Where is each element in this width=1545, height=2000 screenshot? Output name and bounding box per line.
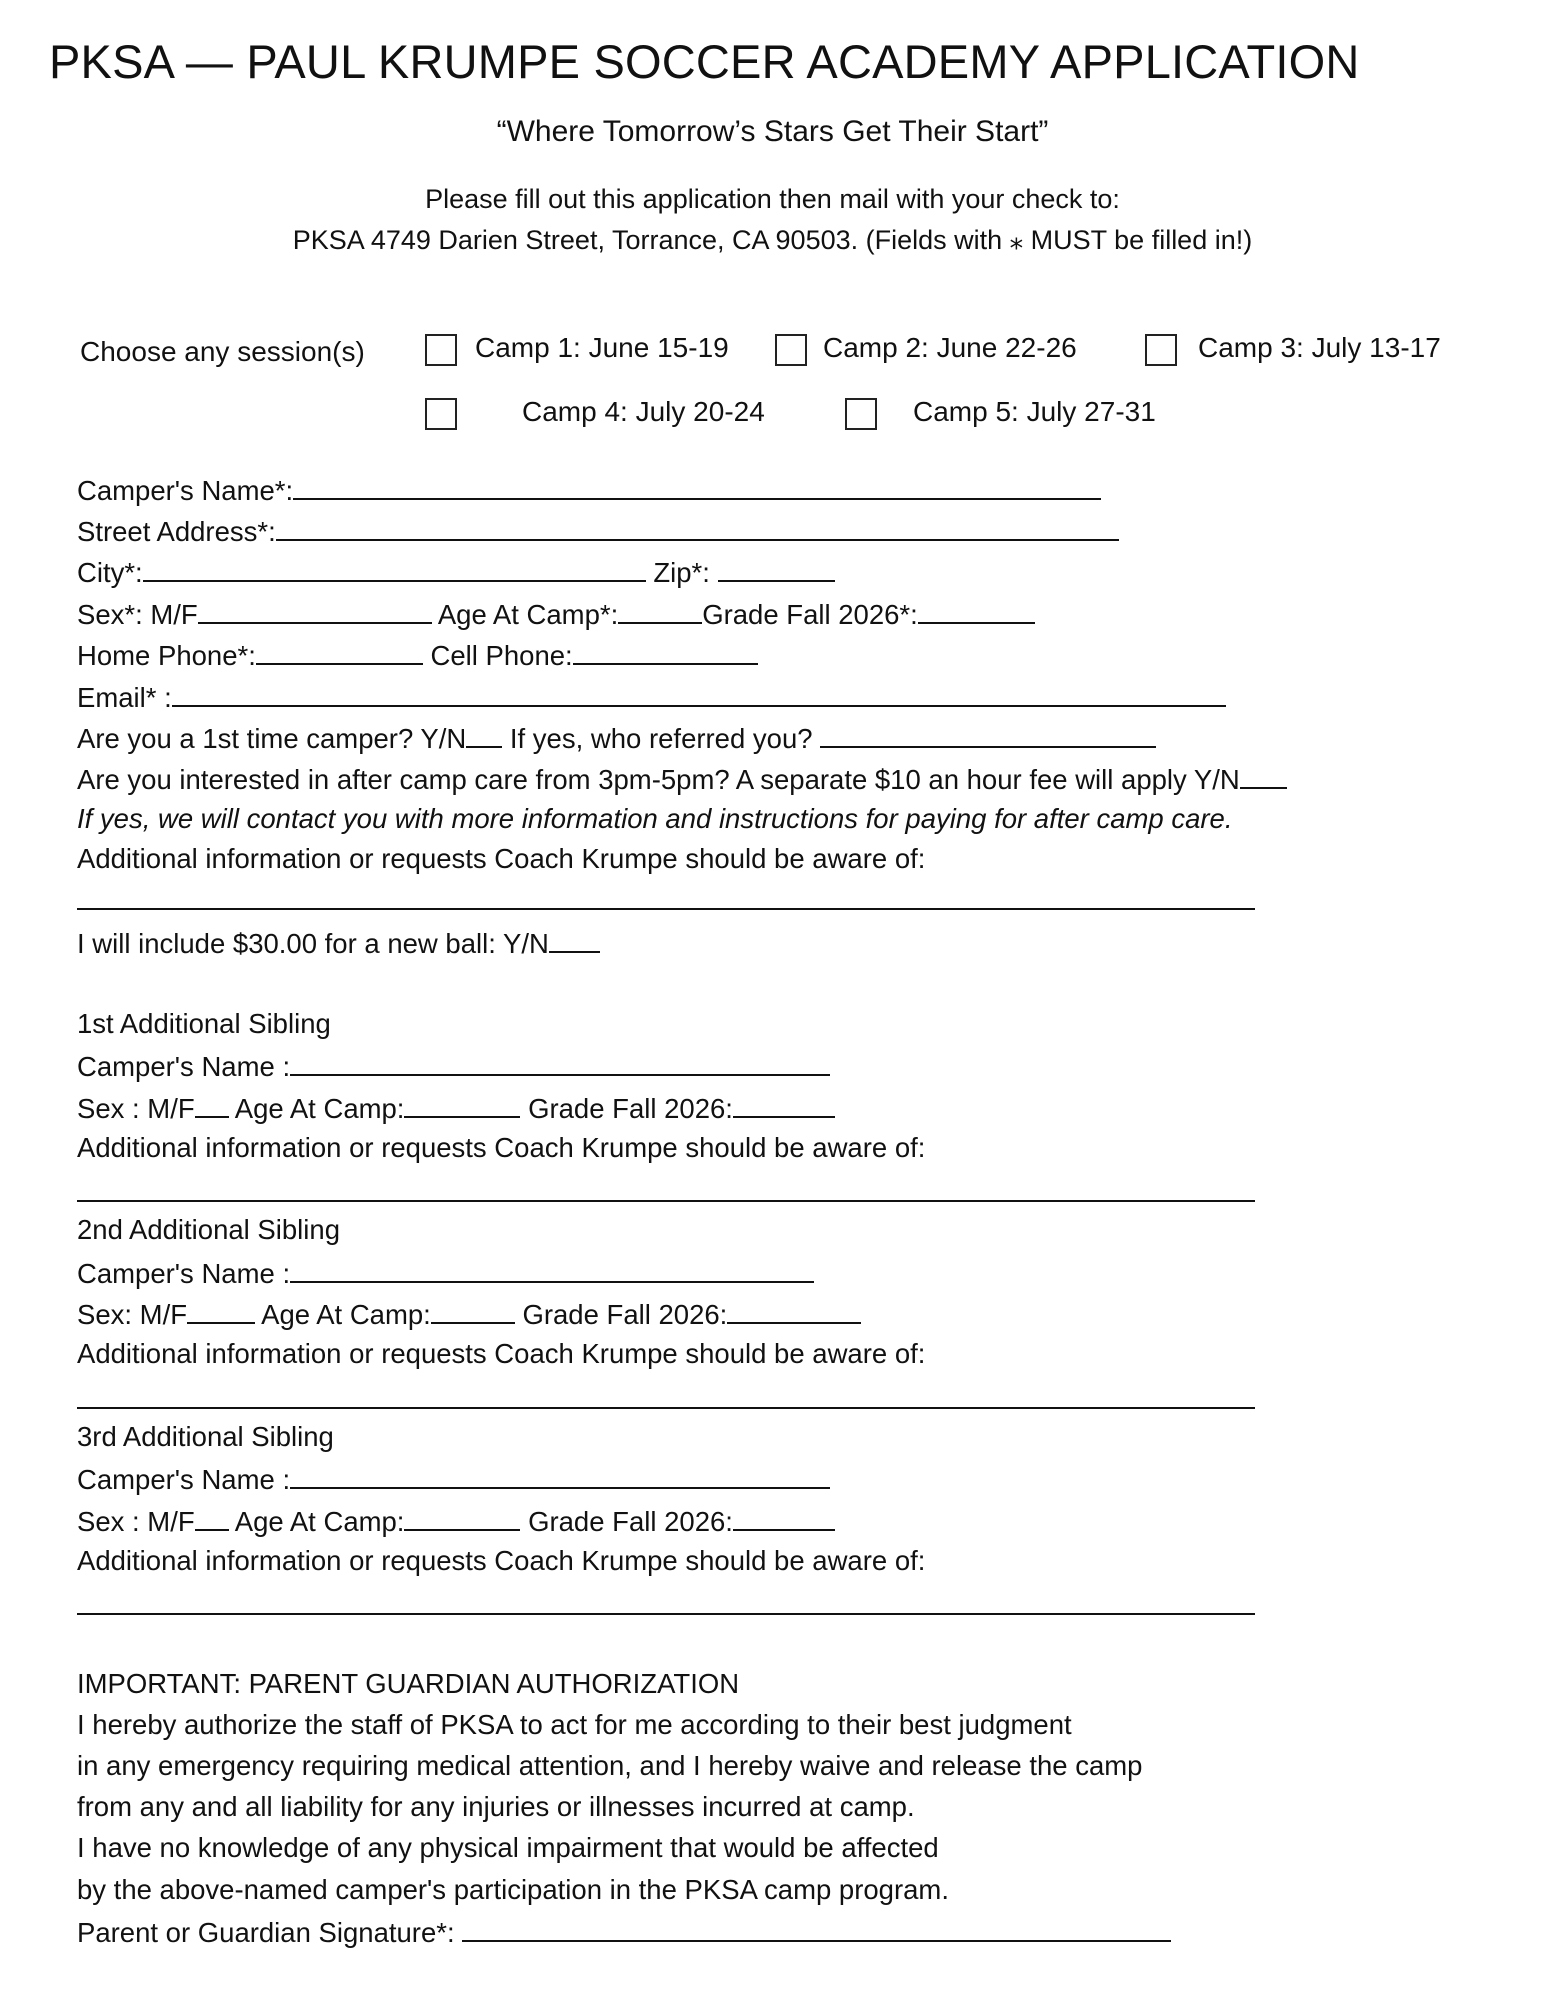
email-label: Email* : bbox=[77, 682, 172, 713]
sibling-3-grade-field[interactable] bbox=[733, 1503, 835, 1531]
sibling-3-details-row bbox=[77, 1503, 835, 1539]
sibling-3-additional-field[interactable] bbox=[77, 1613, 1255, 1615]
ball-label: I will include $30.00 for a new ball: Y/N bbox=[77, 928, 549, 959]
sibling-2-name-field[interactable] bbox=[290, 1255, 814, 1283]
age-field[interactable] bbox=[618, 596, 702, 624]
camp-5-checkbox[interactable] bbox=[845, 398, 877, 430]
sibling-2-additional-field[interactable] bbox=[77, 1407, 1255, 1409]
sibling-2-grade-field[interactable] bbox=[727, 1296, 861, 1324]
sibling-1-name-field[interactable] bbox=[290, 1048, 830, 1076]
sibling-3-name-label: Camper's Name : bbox=[77, 1464, 291, 1495]
ball-row bbox=[77, 925, 600, 961]
camp-3-checkbox[interactable] bbox=[1145, 334, 1177, 366]
camp-1-checkbox[interactable] bbox=[425, 334, 457, 366]
sibling-3-additional-label: Additional information or requests Coach Krumpe should be aware of: bbox=[77, 1545, 926, 1576]
sessions-label: Choose any session(s) bbox=[80, 336, 365, 367]
sibling-1-grade-field[interactable] bbox=[733, 1090, 835, 1118]
sibling-2-age-field[interactable] bbox=[431, 1296, 515, 1324]
sibling-2-age-label: Age At Camp: bbox=[255, 1299, 431, 1330]
sibling-3-name-row bbox=[77, 1461, 830, 1497]
additional-info-label: Additional information or requests Coach Krumpe should be aware of: bbox=[77, 843, 926, 874]
home-phone-field[interactable] bbox=[256, 637, 423, 665]
email-field[interactable] bbox=[172, 679, 1226, 707]
signature-field[interactable] bbox=[462, 1914, 1171, 1942]
after-care-field[interactable] bbox=[1240, 761, 1287, 789]
sibling-2-grade-label: Grade Fall 2026: bbox=[514, 1299, 728, 1330]
camp-2-label: Camp 2: June 22-26 bbox=[823, 332, 1077, 363]
sibling-3-sex-field[interactable] bbox=[195, 1503, 229, 1531]
sibling-1-additional-field[interactable] bbox=[77, 1200, 1255, 1202]
tagline: “Where Tomorrow’s Stars Get Their Start” bbox=[496, 115, 1049, 148]
street-label: Street Address*: bbox=[77, 516, 276, 547]
city-field[interactable] bbox=[143, 554, 646, 582]
first-time-row bbox=[77, 720, 1156, 756]
sibling-1-sex-field[interactable] bbox=[195, 1090, 229, 1118]
sibling-1-details-row bbox=[77, 1090, 835, 1126]
sibling-2-additional-label: Additional information or requests Coach Krumpe should be aware of: bbox=[77, 1338, 926, 1369]
cell-phone-label: Cell Phone: bbox=[422, 640, 573, 671]
sibling-1-name-label: Camper's Name : bbox=[77, 1051, 291, 1082]
ball-field[interactable] bbox=[549, 925, 600, 953]
city-zip-row bbox=[77, 554, 835, 590]
email-row bbox=[77, 679, 1226, 715]
sibling-1-age-field[interactable] bbox=[404, 1090, 520, 1118]
after-care-label: Are you interested in after camp care from 3pm-5pm? A separate $10 an hour fee will apply Y/N bbox=[77, 764, 1240, 795]
camper-name-label: Camper's Name*: bbox=[77, 475, 294, 506]
authorization-line: from any and all liability for any injuries or illnesses incurred at camp. bbox=[77, 1791, 915, 1822]
first-time-label: Are you a 1st time camper? Y/N bbox=[77, 723, 467, 754]
sibling-2-name-row bbox=[77, 1255, 814, 1291]
camper-name-field[interactable] bbox=[293, 472, 1101, 500]
referred-field[interactable] bbox=[820, 720, 1156, 748]
sibling-1-age-label: Age At Camp: bbox=[228, 1093, 405, 1124]
after-care-row bbox=[77, 761, 1287, 797]
camp-1-label: Camp 1: June 15-19 bbox=[475, 332, 729, 363]
sex-age-grade-row bbox=[77, 596, 1035, 632]
sibling-1-grade-label: Grade Fall 2026: bbox=[520, 1093, 733, 1124]
referred-label: If yes, who referred you? bbox=[502, 723, 821, 754]
sibling-1-additional-label: Additional information or requests Coach Krumpe should be aware of: bbox=[77, 1132, 926, 1163]
camp-3-label: Camp 3: July 13-17 bbox=[1198, 332, 1441, 363]
grade-field[interactable] bbox=[918, 596, 1035, 624]
home-phone-label: Home Phone*: bbox=[77, 640, 256, 671]
authorization-heading: IMPORTANT: PARENT GUARDIAN AUTHORIZATION bbox=[77, 1668, 740, 1699]
instructions-line-1: Please fill out this application then mail with your check to: bbox=[425, 184, 1120, 214]
cell-phone-field[interactable] bbox=[573, 637, 758, 665]
grade-label: Grade Fall 2026*: bbox=[702, 599, 918, 630]
sibling-1-sex-label: Sex : M/F bbox=[77, 1093, 195, 1124]
sibling-3-grade-label: Grade Fall 2026: bbox=[520, 1506, 733, 1537]
authorization-line: I hereby authorize the staff of PKSA to act for me according to their best judgment bbox=[77, 1709, 1072, 1740]
signature-label: Parent or Guardian Signature*: bbox=[77, 1917, 463, 1948]
age-label: Age At Camp*: bbox=[431, 599, 619, 630]
sex-label: Sex*: M/F bbox=[77, 599, 198, 630]
sibling-1-name-row bbox=[77, 1048, 830, 1084]
sibling-2-sex-field[interactable] bbox=[187, 1296, 255, 1324]
authorization-line: by the above-named camper's participation in the PKSA camp program. bbox=[77, 1874, 949, 1905]
sibling-3-sex-label: Sex : M/F bbox=[77, 1506, 195, 1537]
sibling-3-name-field[interactable] bbox=[290, 1461, 830, 1489]
camper-name-row bbox=[77, 472, 1101, 508]
sibling-2-sex-label: Sex: M/F bbox=[77, 1299, 188, 1330]
sibling-2-heading: 2nd Additional Sibling bbox=[77, 1214, 340, 1245]
sibling-2-details-row bbox=[77, 1296, 861, 1332]
signature-row bbox=[77, 1914, 1171, 1950]
form-title: PKSA — PAUL KRUMPE SOCCER ACADEMY APPLICATION bbox=[49, 35, 1360, 88]
street-row bbox=[77, 513, 1119, 549]
camp-5-label: Camp 5: July 27-31 bbox=[913, 396, 1156, 427]
sex-field[interactable] bbox=[198, 596, 432, 624]
camp-4-label: Camp 4: July 20-24 bbox=[522, 396, 765, 427]
zip-label: Zip*: bbox=[645, 557, 718, 588]
instructions-line-2: PKSA 4749 Darien Street, Torrance, CA 90503. (Fields with ⁎ MUST be filled in!) bbox=[292, 225, 1253, 255]
after-care-note: If yes, we will contact you with more information and instructions for paying for after camp care. bbox=[77, 803, 1233, 834]
phone-row bbox=[77, 637, 758, 673]
zip-field[interactable] bbox=[718, 554, 835, 582]
authorization-line: I have no knowledge of any physical impairment that would be affected bbox=[77, 1832, 939, 1863]
camp-2-checkbox[interactable] bbox=[775, 334, 807, 366]
street-field[interactable] bbox=[276, 513, 1119, 541]
sibling-2-name-label: Camper's Name : bbox=[77, 1258, 291, 1289]
sibling-1-heading: 1st Additional Sibling bbox=[77, 1008, 331, 1039]
authorization-line: in any emergency requiring medical attention, and I hereby waive and release the camp bbox=[77, 1750, 1143, 1781]
first-time-field[interactable] bbox=[466, 720, 502, 748]
sibling-3-age-field[interactable] bbox=[404, 1503, 520, 1531]
sibling-3-heading: 3rd Additional Sibling bbox=[77, 1421, 334, 1452]
camp-4-checkbox[interactable] bbox=[425, 398, 457, 430]
city-label: City*: bbox=[77, 557, 143, 588]
sibling-3-age-label: Age At Camp: bbox=[228, 1506, 405, 1537]
additional-info-field[interactable] bbox=[77, 908, 1255, 910]
